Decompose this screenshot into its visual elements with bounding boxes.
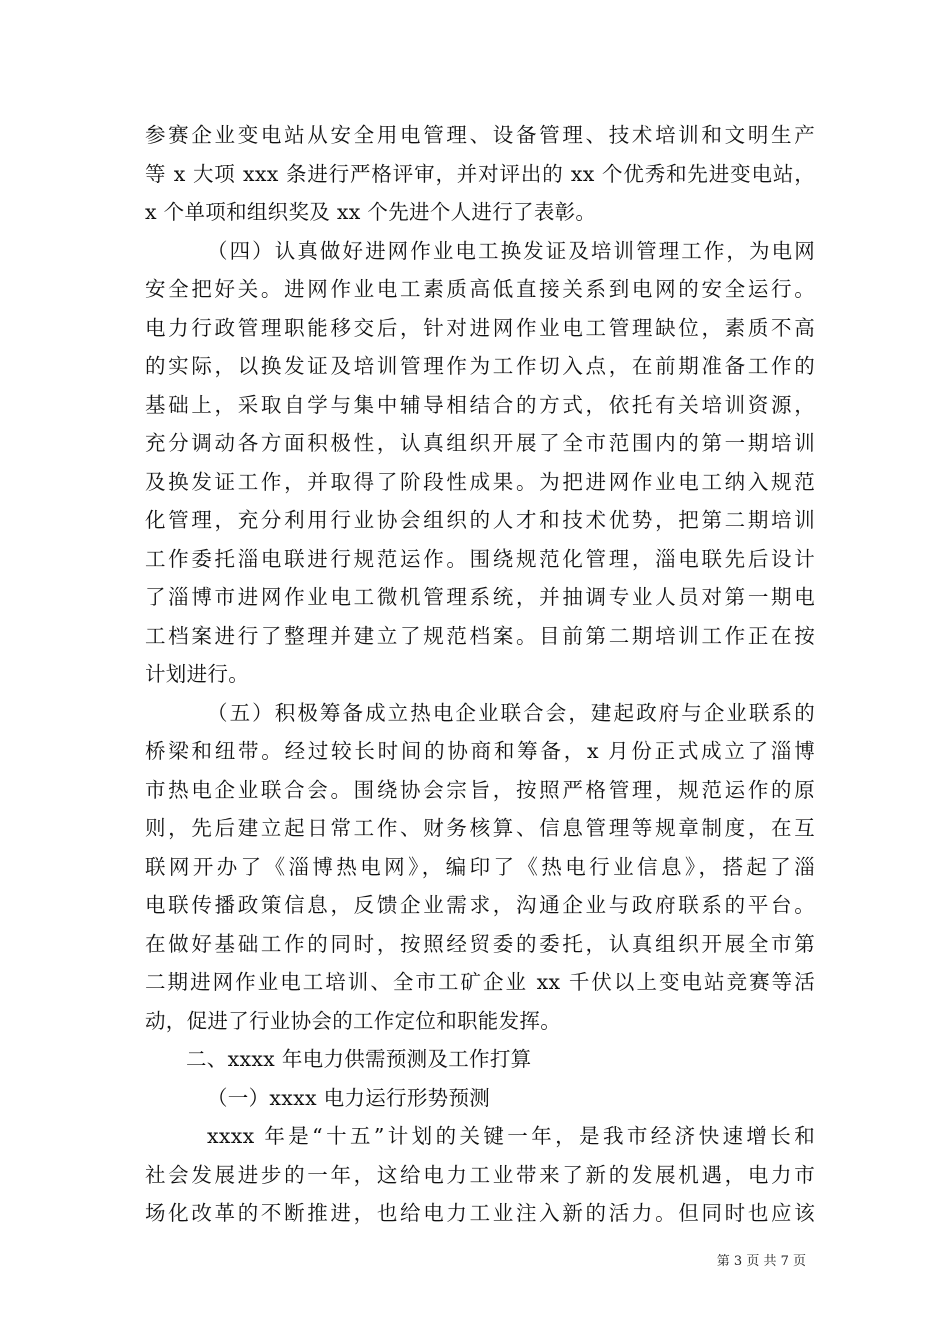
text-line: 联网开办了《淄博热电网》，编印了《热电行业信息》，搭起了淄 <box>145 854 815 879</box>
page-number: 第 3 页 共 7 页 <box>716 1254 806 1269</box>
text-line: xxxx 年是“十五”计划的关键一年，是我市经济快速增长和 <box>207 1124 815 1148</box>
text-line: 二、xxxx 年电力供需预测及工作打算 <box>186 1047 532 1071</box>
text-line: 场化改革的不断推进，也给电力工业注入新的活力。但同时也应该 <box>145 1201 815 1225</box>
text-line: 桥梁和纽带。经过较长时间的协商和筹备，x 月份正式成立了淄博 <box>145 739 815 763</box>
text-line: 了淄博市进网作业电工微机管理系统，并抽调专业人员对第一期电 <box>145 585 815 609</box>
text-line: （四）认真做好进网作业电工换发证及培训管理工作，为电网 <box>207 238 815 263</box>
text-line: 工作委托淄电联进行规范运作。围绕规范化管理，淄电联先后设计 <box>145 546 815 571</box>
text-line: 计划进行。 <box>145 662 249 686</box>
text-line: 市热电企业联合会。围绕协会宗旨，按照严格管理，规范运作的原 <box>145 777 815 802</box>
text-line: 则，先后建立起日常工作、财务核算、信息管理等规章制度，在互 <box>145 816 815 840</box>
text-line: 等 x 大项 xxx 条进行严格评审，并对评出的 xx 个优秀和先进变电站， <box>145 161 815 186</box>
text-line: 安全把好关。进网作业电工素质高低直接关系到电网的安全运行。 <box>145 277 815 301</box>
text-line: x 个单项和组织奖及 xx 个先进个人进行了表彰。 <box>145 200 597 224</box>
text-line: 二期进网作业电工培训、全市工矿企业 xx 千伏以上变电站竞赛等活 <box>145 970 815 994</box>
text-line: 动，促进了行业协会的工作定位和职能发挥。 <box>145 1008 561 1033</box>
text-line: 及换发证工作，并取得了阶段性成果。为把进网作业电工纳入规范 <box>145 469 815 494</box>
text-line: 电力行政管理职能移交后，针对进网作业电工管理缺位，素质不高 <box>145 315 815 340</box>
document-body <box>145 116 815 1233</box>
text-line: 参赛企业变电站从安全用电管理、设备管理、技术培训和文明生产 <box>145 123 815 147</box>
text-line: 化管理，充分利用行业协会组织的人才和技术优势，把第二期培训 <box>145 508 815 532</box>
text-line: 基础上，采取自学与集中辅导相结合的方式，依托有关培训资源， <box>145 392 815 417</box>
text-line: 的实际，以换发证及培训管理作为工作切入点，在前期准备工作的 <box>145 354 815 378</box>
text-line: （一）xxxx 电力运行形势预测 <box>207 1085 491 1110</box>
text-line: 充分调动各方面积极性，认真组织开展了全市范围内的第一期培训 <box>145 431 815 455</box>
text-line: 在做好基础工作的同时，按照经贸委的委托，认真组织开展全市第 <box>145 931 815 956</box>
text-line: （五）积极筹备成立热电企业联合会，建起政府与企业联系的 <box>207 700 815 725</box>
text-line: 电联传播政策信息，反馈企业需求，沟通企业与政府联系的平台。 <box>145 893 815 917</box>
text-line: 工档案进行了整理并建立了规范档案。目前第二期培训工作正在按 <box>145 623 815 648</box>
text-line: 社会发展进步的一年，这给电力工业带来了新的发展机遇，电力市 <box>145 1162 815 1187</box>
